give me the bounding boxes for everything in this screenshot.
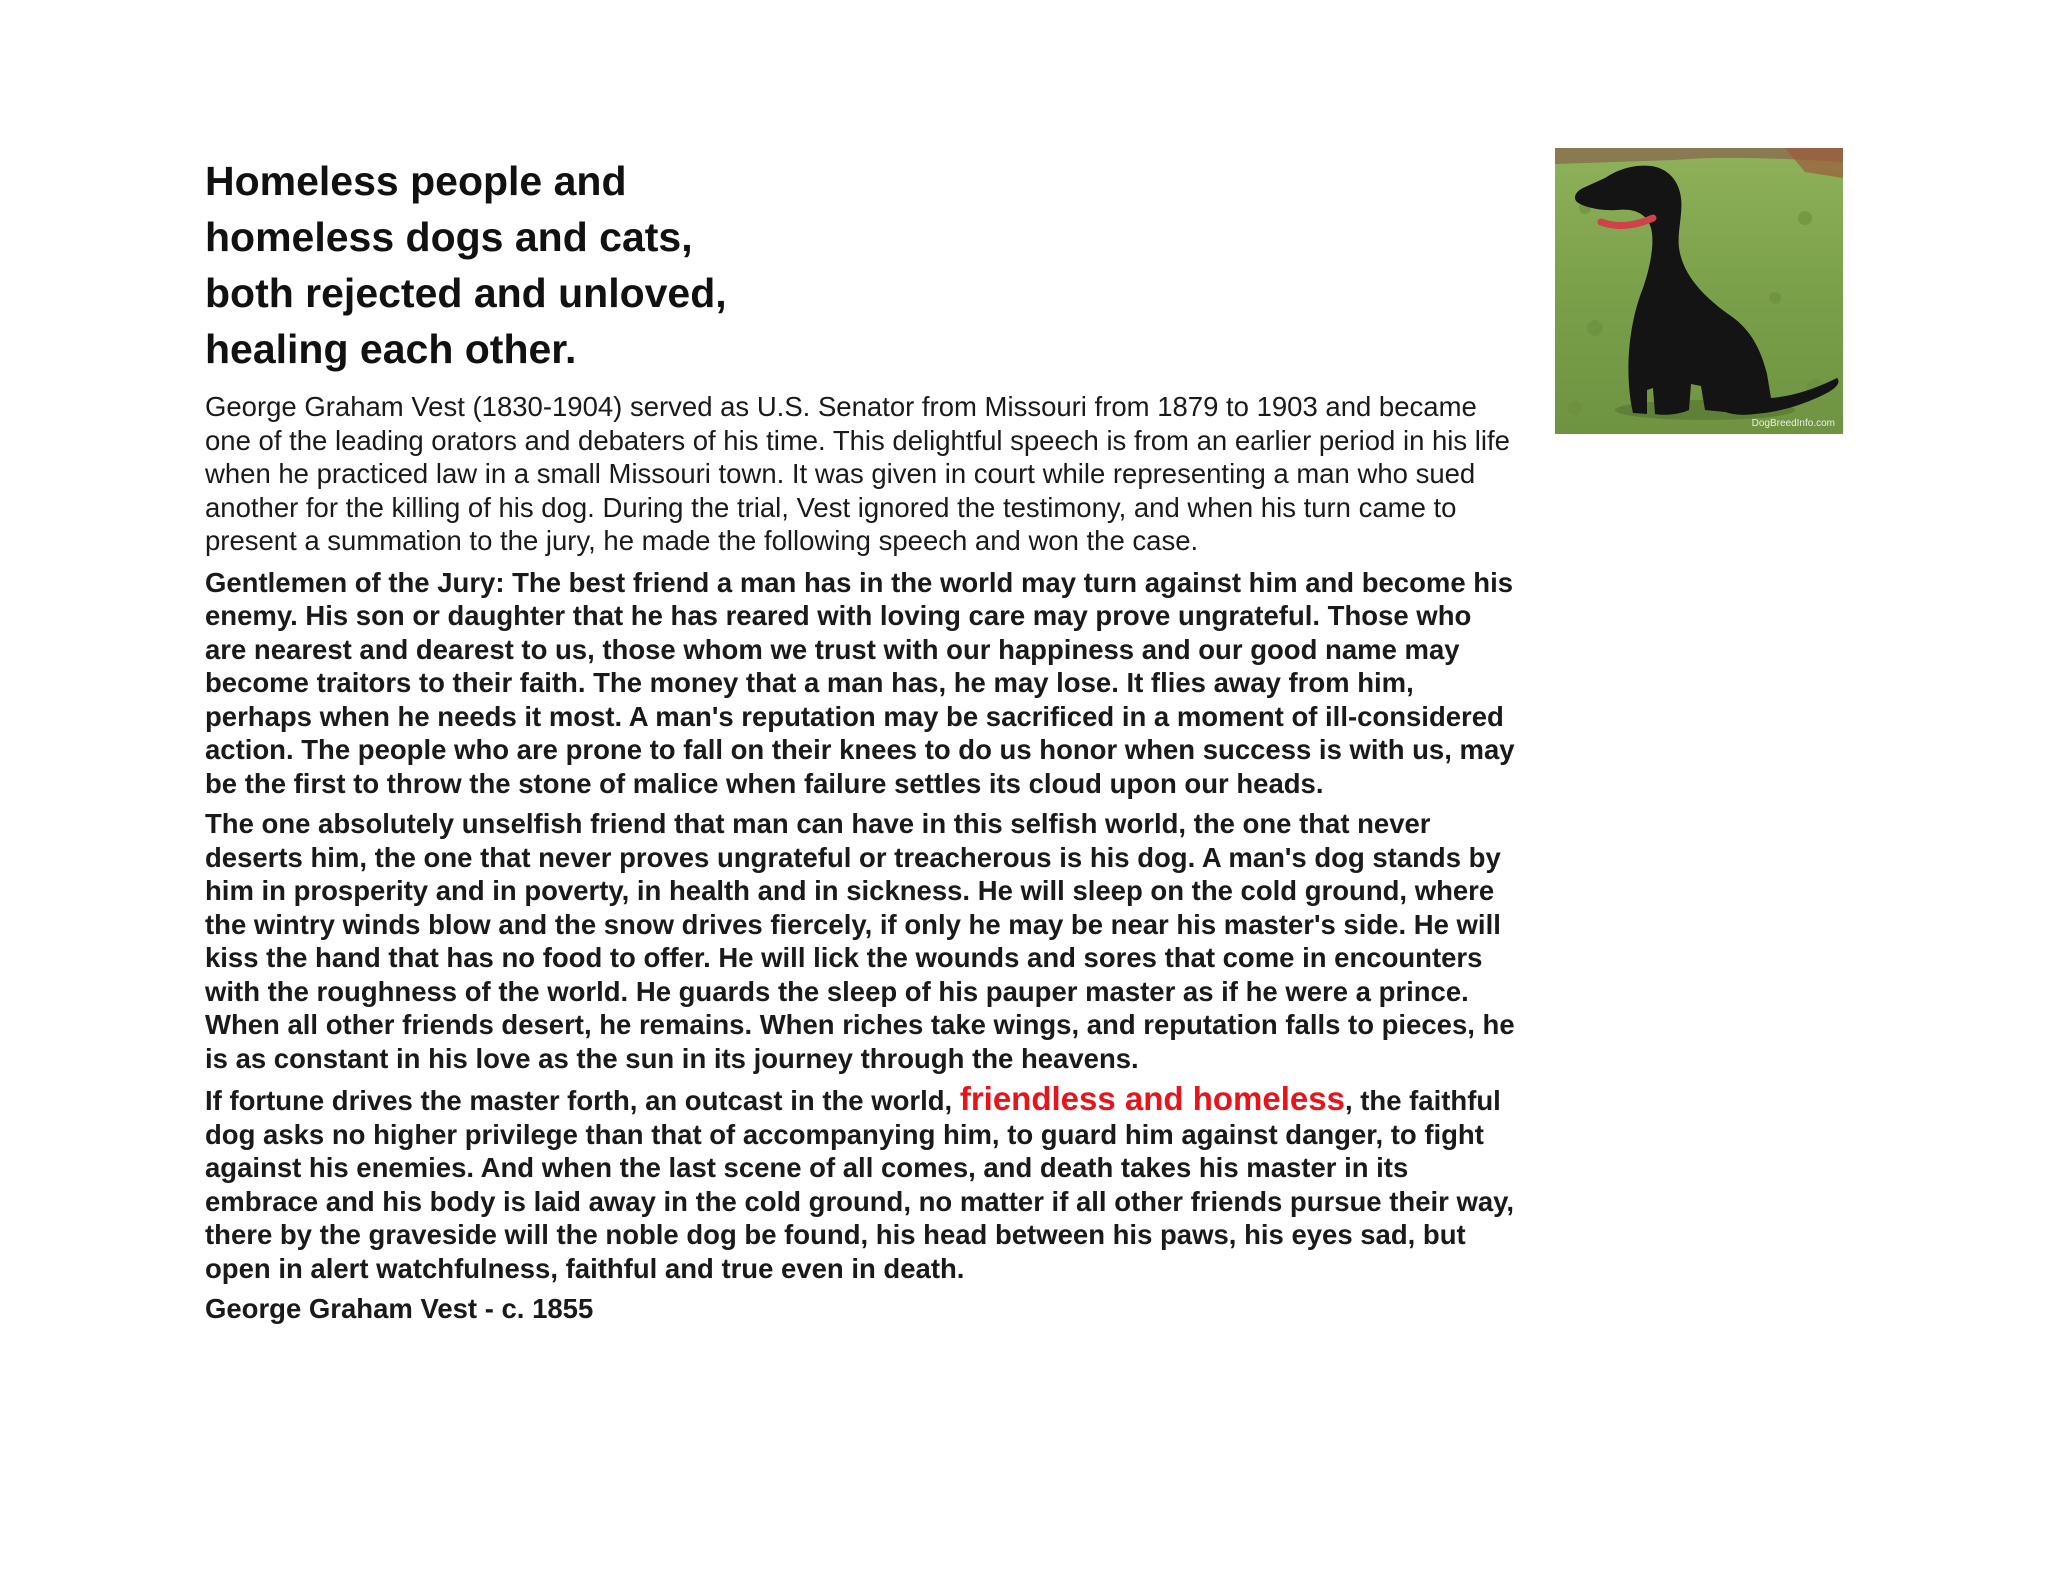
highlight-friendless-homeless: friendless and homeless: [959, 1080, 1345, 1117]
photo-watermark: DogBreedInfo.com: [1751, 418, 1835, 429]
dog-photo-illustration: [1555, 148, 1843, 434]
speech-paragraph-2: The one absolutely unselfish friend that man can have in this selfish world, the one that never deserts him, the one that never proves ungrateful or treacherous is his dog. A man's dog stands by him in prosperity and in poverty, in health and in sickness. He will sleep on the cold ground, where the wintry winds blow and the snow drives fiercely, if only he may be near his master's side. He will kiss the hand that has no food to offer. He will lick the wounds and sores that come in encounters with the roughness of the world. He guards the sleep of his pauper master as if he were a prince. When all other friends desert, he remains. When riches take wings, and reputation falls to pieces, he is as constant in his love as the sun in its journey through the heavens.: [205, 808, 1515, 1074]
speech-paragraph-3-start: If fortune drives the master forth, an outcast in the world,: [205, 1085, 960, 1116]
signature: George Graham Vest - c. 1855: [205, 1293, 594, 1324]
title-line-2: homeless dogs and cats,: [205, 214, 693, 260]
intro-paragraph: George Graham Vest (1830-1904) served as U.S. Senator from Missouri from 1879 to 1903 and became one of the leading orators and debaters of his time. This delightful speech is from an earlier period in his life when he practiced law in a small Missouri town. It was given in court while representing a man who sued another for the killing of his dog. During the trial, Vest ignored the testimony, and when his turn came to present a summation to the jury, he made the following speech and won the case.: [205, 391, 1510, 556]
speech-paragraph-3-end: , the faithful dog asks no higher privilege than that of accompanying him, to guard him against danger, to fight against his enemies. And when the last scene of all comes, and death takes his master in its embrace and his body is laid away in the cold ground, no matter if all other friends pursue their way, there by the graveside will the noble dog be found, his head between his paws, his eyes sad, but open in alert watchfulness, faithful and true even in death.: [205, 1085, 1515, 1284]
title-line-4: healing each other.: [205, 326, 577, 372]
slide-title: [205, 153, 845, 377]
title-line-1: Homeless people and: [205, 158, 627, 204]
dog-photo: [1555, 148, 1843, 434]
body-text: [205, 390, 1515, 1333]
speech-paragraph-1: Gentlemen of the Jury: The best friend a man has in the world may turn against him and become his enemy. His son or daughter that he has reared with loving care may prove ungrateful. Those who are nearest and dearest to us, those whom we trust with our happiness and our good name may become traitors to their faith. The money that a man has, he may lose. It flies away from him, perhaps when he needs it most. A man's reputation may be sacrificed in a moment of ill-considered action. The people who are prone to fall on their knees to do us honor when success is with us, may be the first to throw the stone of malice when failure settles its cloud upon our heads.: [205, 566, 1515, 799]
title-line-3: both rejected and unloved,: [205, 270, 727, 316]
speech-paragraph-3: [205, 1082, 1515, 1285]
